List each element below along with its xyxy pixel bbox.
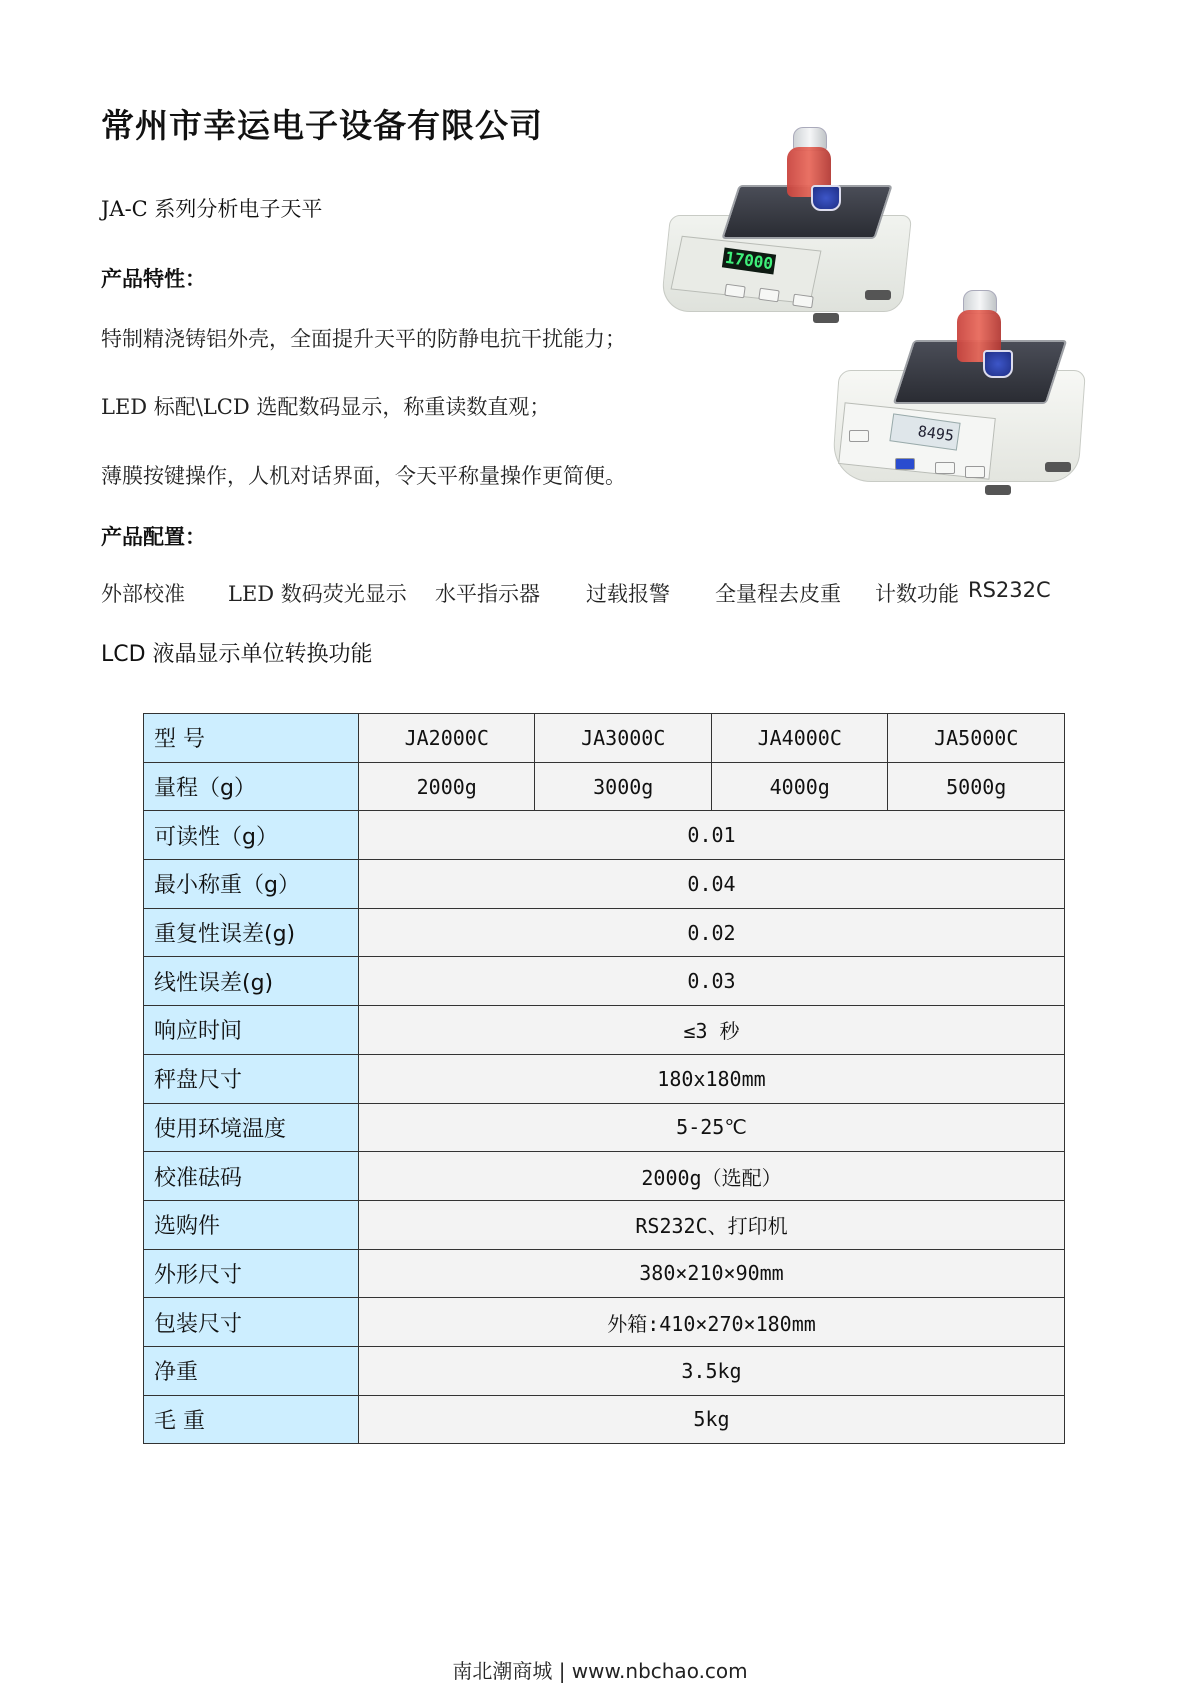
row-value: 0.04 bbox=[358, 860, 1064, 909]
row-value: 180x180mm bbox=[358, 1054, 1064, 1103]
config-item: 水平指示器 bbox=[435, 582, 540, 606]
panel-button bbox=[849, 430, 869, 442]
row-label: 响应时间 bbox=[144, 1006, 359, 1055]
row-value: RS232C、打印机 bbox=[358, 1200, 1064, 1249]
row-label: 包装尺寸 bbox=[144, 1298, 359, 1347]
table-row bbox=[144, 811, 1065, 860]
capacity-cell: 4000g bbox=[711, 762, 888, 811]
table-row bbox=[144, 1249, 1065, 1298]
balance-foot bbox=[1045, 462, 1071, 472]
balance-foot bbox=[985, 485, 1011, 495]
row-value: 3.5kg bbox=[358, 1346, 1064, 1395]
table-row bbox=[144, 957, 1065, 1006]
table-row bbox=[144, 1395, 1065, 1444]
row-label: 使用环境温度 bbox=[144, 1103, 359, 1152]
sample-cup bbox=[811, 185, 841, 211]
model-cell: JA5000C bbox=[888, 714, 1065, 763]
row-label: 净重 bbox=[144, 1346, 359, 1395]
table-row bbox=[144, 1103, 1065, 1152]
row-value: 外箱:410×270×180mm bbox=[358, 1298, 1064, 1347]
row-label: 校准砝码 bbox=[144, 1152, 359, 1201]
table-row bbox=[144, 908, 1065, 957]
panel-button bbox=[935, 462, 955, 474]
led-readout: 17000 bbox=[722, 247, 776, 274]
lcd-readout: 8495 bbox=[889, 413, 960, 450]
panel-button bbox=[758, 288, 779, 303]
row-label: 型 号 bbox=[144, 714, 359, 763]
config-item: 全量程去皮重 bbox=[715, 582, 841, 606]
company-title: 常州市幸运电子设备有限公司 bbox=[101, 106, 543, 145]
model-cell: JA2000C bbox=[358, 714, 535, 763]
sample-cup bbox=[983, 350, 1013, 378]
table-row bbox=[144, 1200, 1065, 1249]
table-row bbox=[144, 1006, 1065, 1055]
table-row bbox=[144, 1054, 1065, 1103]
table-row bbox=[144, 762, 1065, 811]
row-value: 5-25℃ bbox=[358, 1103, 1064, 1152]
row-value: 380×210×90mm bbox=[358, 1249, 1064, 1298]
panel-button bbox=[792, 294, 813, 309]
feature-item: 特制精浇铸铝外壳，全面提升天平的防静电抗干扰能力； bbox=[101, 327, 626, 351]
capacity-cell: 2000g bbox=[358, 762, 535, 811]
config-item: LED 数码荧光显示 bbox=[228, 582, 407, 606]
table-row bbox=[144, 1298, 1065, 1347]
panel-button bbox=[965, 466, 985, 478]
feature-item: 薄膜按键操作，人机对话界面，令天平称量操作更简便。 bbox=[101, 464, 626, 488]
config-item: 计数功能 bbox=[875, 582, 959, 606]
model-cell: JA3000C bbox=[535, 714, 712, 763]
row-label: 最小称重（g） bbox=[144, 860, 359, 909]
config-heading: 产品配置： bbox=[101, 524, 206, 549]
config-extra: LCD 液晶显示单位转换功能 bbox=[101, 642, 373, 667]
row-value: 5kg bbox=[358, 1395, 1064, 1444]
row-label: 秤盘尺寸 bbox=[144, 1054, 359, 1103]
config-item: RS232C bbox=[968, 578, 1051, 602]
row-value: ≤3 秒 bbox=[358, 1006, 1064, 1055]
series-title: JA-C 系列分析电子天平 bbox=[101, 197, 323, 221]
config-item: 外部校准 bbox=[101, 582, 185, 606]
row-value: 0.03 bbox=[358, 957, 1064, 1006]
row-label: 毛 重 bbox=[144, 1395, 359, 1444]
lcd-balance-image bbox=[835, 290, 1085, 510]
row-label: 可读性（g） bbox=[144, 811, 359, 860]
features-heading: 产品特性： bbox=[101, 266, 206, 291]
capacity-cell: 3000g bbox=[535, 762, 712, 811]
config-item: 过载报警 bbox=[586, 582, 670, 606]
panel-button bbox=[895, 458, 915, 470]
row-value: 0.02 bbox=[358, 908, 1064, 957]
row-label: 外形尺寸 bbox=[144, 1249, 359, 1298]
feature-item: LED 标配\LCD 选配数码显示，称重读数直观； bbox=[101, 395, 551, 419]
row-value: 0.01 bbox=[358, 811, 1064, 860]
table-row bbox=[144, 860, 1065, 909]
page-footer: 南北潮商城 | www.nbchao.com bbox=[452, 1659, 748, 1683]
model-cell: JA4000C bbox=[711, 714, 888, 763]
table-row bbox=[144, 1152, 1065, 1201]
capacity-cell: 5000g bbox=[888, 762, 1065, 811]
row-value: 2000g（选配） bbox=[358, 1152, 1064, 1201]
row-label: 量程（g） bbox=[144, 762, 359, 811]
row-label: 线性误差(g) bbox=[144, 957, 359, 1006]
row-label: 选购件 bbox=[144, 1200, 359, 1249]
spec-table bbox=[143, 713, 1065, 1444]
table-row bbox=[144, 1346, 1065, 1395]
panel-button bbox=[724, 284, 745, 299]
row-label: 重复性误差(g) bbox=[144, 908, 359, 957]
table-row bbox=[144, 714, 1065, 763]
